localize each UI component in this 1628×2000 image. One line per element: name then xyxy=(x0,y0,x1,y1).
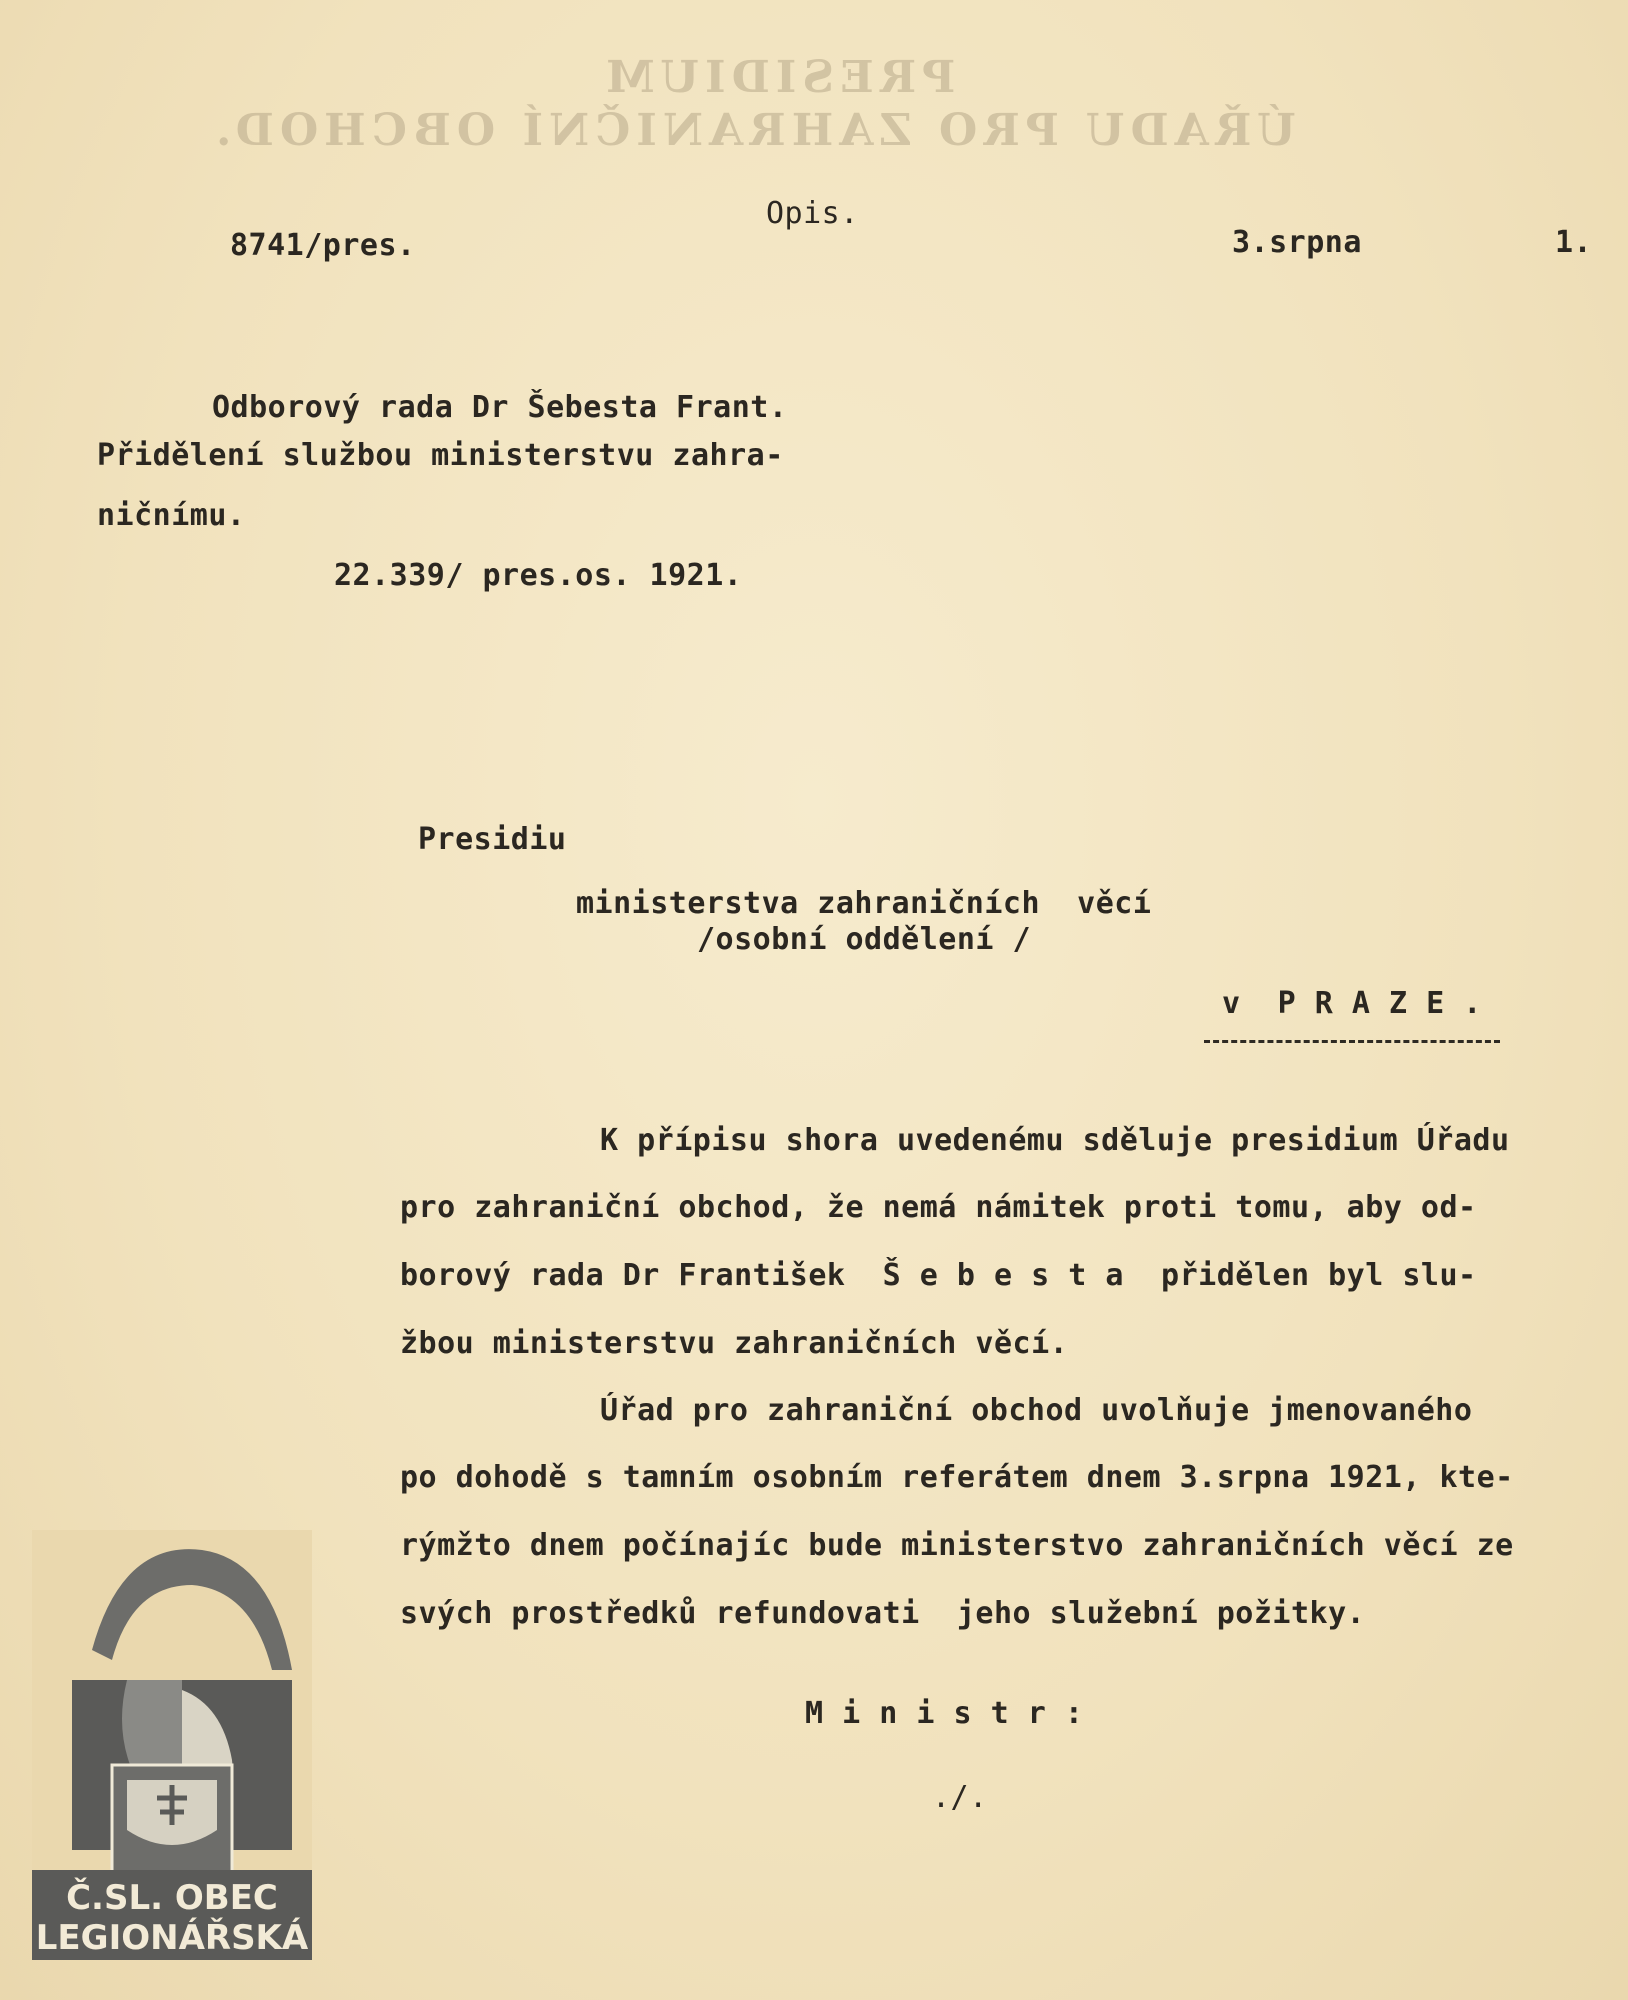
document-date: 3.srpna xyxy=(1232,225,1362,260)
address-city: v P R A Z E . xyxy=(1222,986,1482,1021)
signature-mark: ./. xyxy=(932,1780,988,1815)
subject-line-3: ničnímu. xyxy=(97,498,246,533)
bleed-through-line2: ÚŘADU PRO ZAHRANIČNÍ OBCHOD. xyxy=(210,105,1296,156)
city-underline xyxy=(1204,1040,1500,1043)
body-p1-line-1: K přípisu shora uvedenému sděluje presidium Úřadu xyxy=(600,1123,1510,1158)
body-p2-line-4: svých prostředků refundovati jeho služební požitky. xyxy=(400,1596,1366,1631)
body-p1-line-3: borový rada Dr František Š e b e s t a přidělen byl slu- xyxy=(400,1258,1477,1293)
address-line-1: Presidiu xyxy=(418,822,567,857)
body-p2-line-2: po dohodě s tamním osobním referátem dnem 3.srpna 1921, kte- xyxy=(400,1460,1514,1495)
reference-number: 8741/pres. xyxy=(230,228,416,263)
logo-text-line-2: LEGIONÁŘSKÁ xyxy=(35,1918,309,1958)
page-number: 1. xyxy=(1555,225,1593,260)
legion-association-logo xyxy=(32,1530,312,1960)
bleed-through-line1: PRESIDIUM xyxy=(600,52,956,103)
address-line-2: ministerstva zahraničních věcí xyxy=(576,886,1152,921)
copy-label: Opis. xyxy=(766,196,859,231)
subject-line-2: Přidělení službou ministerstvu zahra- xyxy=(97,438,784,473)
subject-line-1: Odborový rada Dr Šebesta Frant. xyxy=(212,390,788,425)
signature-title: M i n i s t r : xyxy=(805,1696,1084,1731)
address-line-3: /osobní oddělení / xyxy=(697,922,1032,957)
body-p2-line-3: rýmžto dnem počínajíc bude ministerstvo zahraničních věcí ze xyxy=(400,1528,1514,1563)
body-p1-line-4: žbou ministerstvu zahraničních věcí. xyxy=(400,1326,1069,1361)
body-p1-line-2: pro zahraniční obchod, že nemá námitek proti tomu, aby od- xyxy=(400,1190,1477,1225)
body-p2-line-1: Úřad pro zahraniční obchod uvolňuje jmenovaného xyxy=(600,1393,1473,1428)
subject-reference: 22.339/ pres.os. 1921. xyxy=(334,558,743,593)
logo-text-line-1: Č.SL. OBEC xyxy=(66,1878,278,1918)
